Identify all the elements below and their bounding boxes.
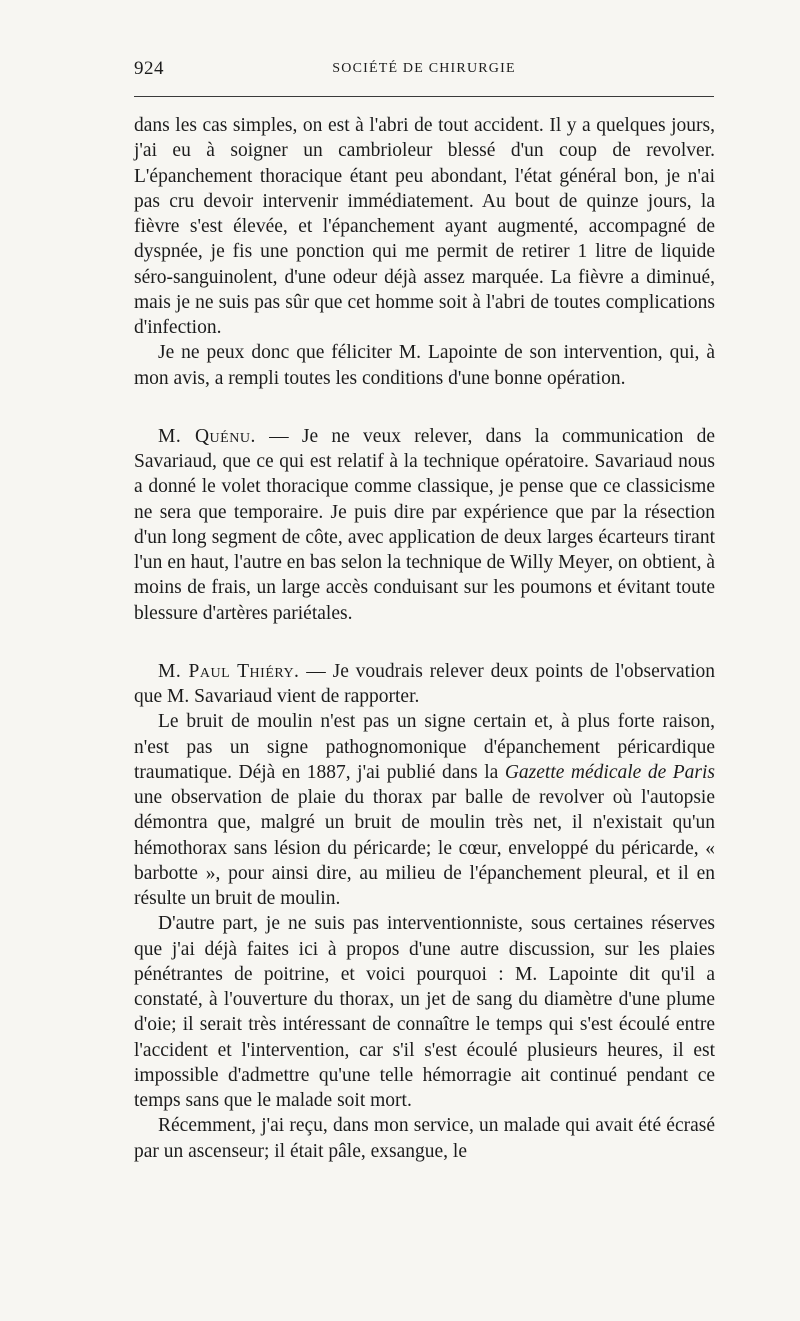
- header-rule: [134, 96, 714, 97]
- running-head: SOCIÉTÉ DE CHIRURGIE: [332, 61, 516, 76]
- paragraph: Récemment, j'ai reçu, dans mon service, un malade qui avait été écrasé par un ascenseur; il était pâle, exsangue, le: [134, 1115, 715, 1162]
- section-gap: [134, 626, 715, 659]
- speaker-name: M. Paul Thiéry.: [158, 660, 300, 682]
- paragraph-queno: [134, 424, 715, 626]
- speaker-name: M. Quénu.: [158, 425, 256, 447]
- paragraph-text: une observation de plaie du thorax par balle de revolver où l'autopsie démontra que, malgré un bruit de moulin très net, il n'existait qu'un hémothorax sans lésion du péricarde; le cœur, enveloppé du péricarde, « barbotte », pour ainsi dire, au milieu de l'épanchement pleural, et il en résulte un bruit de moulin.: [134, 787, 715, 909]
- paragraph: [134, 709, 715, 911]
- paragraph-thiery: [134, 659, 715, 710]
- journal-title: Gazette médicale de Paris: [504, 761, 715, 783]
- page-header: [134, 58, 714, 88]
- paragraph-text: — Je ne veux relever, dans la communication de Savariaud, que ce qui est relatif à la technique opératoire. Savariaud nous a donné le volet thoracique comme classique, je pense que ce classicisme ne sera que temporaire. Je puis dire par expérience que par la résection d'un long segment de côte, avec application de deux larges écarteurs tirant l'un en haut, l'autre en bas selon la technique de Willy Meyer, on obtient, à moins de frais, un large accès conduisant sur les poumons et évitant toute blessure d'artères pariétales.: [134, 425, 715, 624]
- paragraph: D'autre part, je ne suis pas interventionniste, sous certaines réserves que j'ai déjà faites ici à propos d'une autre discussion, sur les plaies pénétrantes de poitrine, et voici pourquoi : M. Lapointe dit qu'il a constaté, à l'ouverture du thorax, un jet de sang du diamètre d'une plume d'oie; il serait très intéressant de connaître le temps qui s'est écoulé entre l'accident et l'intervention, car s'il s'est écoulé plusieurs heures, il est impossible d'admettre qu'une telle hémorragie ait continué pendant ce temps sans que le malade soit mort.: [134, 913, 715, 1111]
- paragraph-text: — Je voudrais relever deux points de l'observation que M. Savariaud vient de rapporter.: [134, 660, 715, 707]
- paragraph-text: Le bruit de moulin n'est pas un signe certain et, à plus forte raison, n'est pas un signe pathognomonique d'épanchement péricardique traumatique. Déjà en 1887, j'ai publié dans la: [134, 711, 715, 783]
- paragraph: dans les cas simples, on est à l'abri de tout accident. Il y a quelques jours, j'ai eu à soigner un cambrioleur blessé d'un coup de revolver. L'épanchement thoracique étant peu abondant, l'état général bon, je n'ai pas cru devoir intervenir immédiatement. Au bout de quinze jours, la fièvre s'est élevée, et l'épanchement ayant augmenté, accompagné de dyspnée, je fis une ponction qui me permit de retirer 1 litre de liquide séro-sanguinolent, d'une odeur déjà assez marquée. La fièvre a diminué, mais je ne suis pas sûr que cet homme soit à l'abri de toutes complications d'infection.: [134, 115, 715, 338]
- page-number: 924: [134, 58, 164, 79]
- paragraph: Je ne peux donc que féliciter M. Lapointe de son intervention, qui, à mon avis, a rempli toutes les conditions d'une bonne opération.: [134, 342, 715, 389]
- body-text: [134, 113, 715, 1164]
- section-gap: [134, 391, 715, 424]
